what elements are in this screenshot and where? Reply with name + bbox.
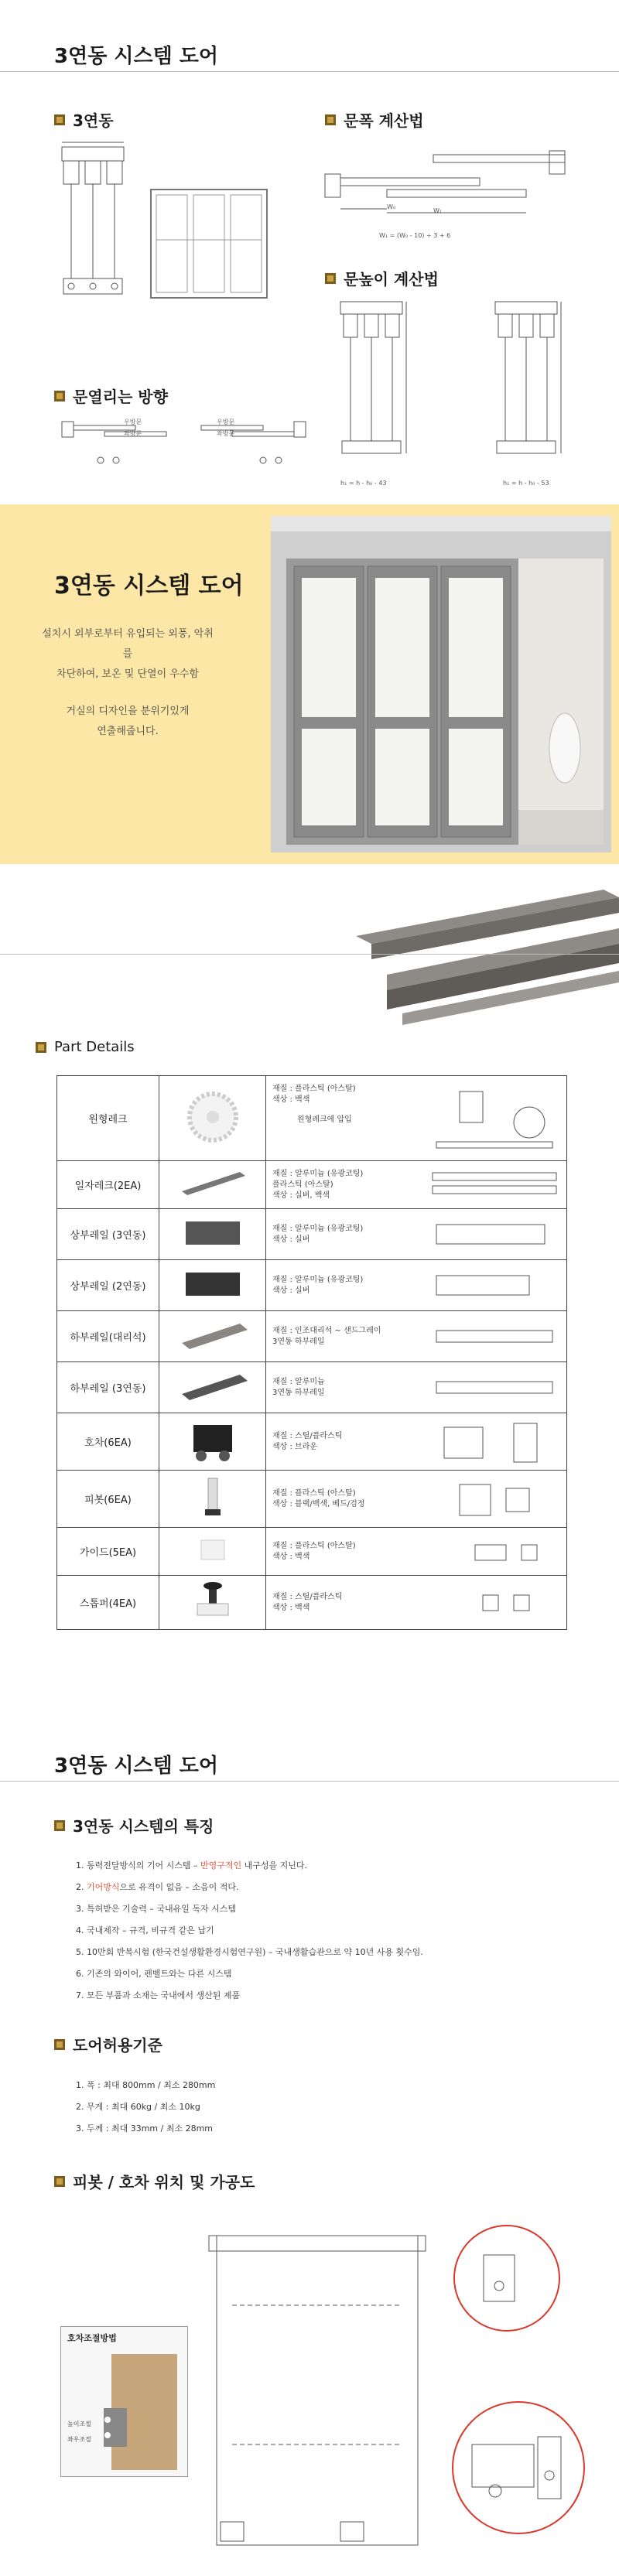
tolerance-item: 3. 두께 : 최대 33mm / 최소 28mm bbox=[76, 2123, 213, 2134]
table-row bbox=[57, 1362, 567, 1413]
bullet-square-icon bbox=[54, 114, 65, 125]
part-spec bbox=[266, 1209, 567, 1260]
part-name: 스톱퍼(4EA) bbox=[57, 1576, 159, 1630]
hero-line-2: 차단하여, 보온 및 단열이 우수함 bbox=[56, 668, 199, 680]
part-image bbox=[159, 1209, 266, 1260]
spec-line: 색상 : 실버 bbox=[272, 1235, 310, 1244]
section-height-calc bbox=[325, 267, 439, 289]
dir-label-2: 좌방문 bbox=[124, 430, 142, 437]
hero-line-4: 연출해줍니다. bbox=[97, 726, 159, 737]
spec-line: 재질 : 플라스틱 (아스탈) bbox=[272, 1085, 356, 1093]
spec-line: 색상 : 백색 bbox=[272, 1552, 310, 1561]
roller-drawing bbox=[429, 1420, 560, 1466]
inset-label-height: 높이조절 bbox=[67, 2421, 91, 2427]
lower-rail-marble-drawing bbox=[429, 1323, 560, 1354]
table-row bbox=[57, 1209, 567, 1260]
features-heading bbox=[54, 1814, 214, 1836]
pivot-drawing bbox=[429, 1477, 560, 1523]
upper-rail-3-icon bbox=[174, 1214, 251, 1252]
door-frame-drawing bbox=[147, 186, 271, 302]
lower-rail-3-icon bbox=[174, 1367, 251, 1406]
tolerance-heading bbox=[54, 2033, 162, 2055]
bullet-square-icon bbox=[54, 2176, 65, 2187]
part-image bbox=[159, 1528, 266, 1576]
upper-rail-2-icon bbox=[174, 1265, 251, 1303]
pivot-heading-label: 피봇 / 호차 위치 및 가공도 bbox=[73, 2173, 255, 2192]
hero-title: 3연동 시스템 도어 bbox=[54, 572, 244, 600]
section-3yeondong bbox=[54, 108, 114, 131]
table-row bbox=[57, 1471, 567, 1528]
hero-line-1: 설치시 외부로부터 유입되는 외풍, 악취를 bbox=[42, 628, 214, 660]
height-formula-a: h₁ = h - h₀ - 43 bbox=[340, 480, 387, 487]
height-calc-drawing-a bbox=[333, 294, 410, 464]
part-spec bbox=[266, 1076, 567, 1161]
height-calc-drawing-b bbox=[487, 294, 565, 464]
bullet-square-icon bbox=[54, 2039, 65, 2050]
dir-label-3: 우방문 bbox=[217, 419, 235, 425]
spec-line: 재질 : 알루미늄 (유광코팅) bbox=[272, 1275, 364, 1284]
roller-adjust-photo bbox=[65, 2346, 185, 2474]
roller-icon bbox=[174, 1417, 251, 1464]
spec-line: 색상 : 브라운 bbox=[272, 1442, 318, 1451]
hero-banner bbox=[0, 504, 619, 864]
part-image bbox=[159, 1576, 266, 1630]
section-opening-direction bbox=[54, 384, 168, 407]
features-heading-label: 3연동 시스템의 특징 bbox=[73, 1817, 214, 1836]
product-divider bbox=[0, 954, 619, 955]
spec-line: 재질 : 플라스틱 (아스탈) bbox=[272, 1488, 356, 1498]
spec-line: 재질 : 인조대리석 ~ 샌드그레이 bbox=[272, 1326, 381, 1335]
spec-line: 재질 : 알루미늄 (유광코팅) bbox=[272, 1224, 364, 1233]
part-name: 가이드(5EA) bbox=[57, 1528, 159, 1576]
part-image bbox=[159, 1260, 266, 1311]
door-mechanism-drawing bbox=[54, 139, 132, 302]
hero-text-b bbox=[39, 702, 217, 742]
gear-rack-icon bbox=[178, 1086, 248, 1148]
section-opening-direction-label: 문열리는 방향 bbox=[73, 388, 168, 406]
guide-icon bbox=[174, 1531, 251, 1570]
page-title: 3연동 시스템 도어 bbox=[54, 45, 219, 68]
table-row bbox=[57, 1311, 567, 1362]
part-name: 일자레크(2EA) bbox=[57, 1161, 159, 1209]
rail-product-image bbox=[340, 890, 619, 1029]
guide-drawing bbox=[429, 1537, 560, 1568]
spec-line: 3연동 하부레일 bbox=[272, 1388, 325, 1397]
spec-line: 색상 : 백색 bbox=[272, 1095, 310, 1104]
part-details-label: Part Details bbox=[54, 1039, 135, 1055]
height-formula-b: h₁ = h - h₀ - 53 bbox=[503, 480, 549, 487]
part-spec bbox=[266, 1471, 567, 1528]
spec-line: 3연동 하부레일 bbox=[272, 1337, 325, 1346]
gear-drawing bbox=[429, 1088, 560, 1153]
part-image bbox=[159, 1161, 266, 1209]
title-divider bbox=[0, 71, 619, 72]
spec-line: 색상 : 실버 bbox=[272, 1286, 310, 1295]
part-spec bbox=[266, 1576, 567, 1630]
table-row bbox=[57, 1413, 567, 1471]
spec-line: 재질 : 스틸/플라스틱 bbox=[272, 1431, 343, 1440]
upper-rail-3-drawing bbox=[429, 1217, 560, 1252]
pivot-heading bbox=[54, 2170, 255, 2192]
table-row bbox=[57, 1161, 567, 1209]
part-name: 하부레일(대리석) bbox=[57, 1311, 159, 1362]
part-spec bbox=[266, 1528, 567, 1576]
table-row bbox=[57, 1576, 567, 1630]
section-width-calc bbox=[325, 108, 424, 131]
part-image bbox=[159, 1311, 266, 1362]
part-details-heading bbox=[36, 1039, 135, 1055]
spec-line: 재질 : 스틸/플라스틱 bbox=[272, 1592, 343, 1601]
part-image bbox=[159, 1471, 266, 1528]
hero-text-a bbox=[39, 624, 217, 685]
part-name: 호차(6EA) bbox=[57, 1413, 159, 1471]
page-title-bottom: 3연동 시스템 도어 bbox=[54, 1754, 219, 1778]
part-spec bbox=[266, 1311, 567, 1362]
bullet-square-icon bbox=[325, 273, 336, 284]
part-details-table bbox=[56, 1075, 567, 1630]
part-image bbox=[159, 1413, 266, 1471]
table-row bbox=[57, 1260, 567, 1311]
part-name: 피봇(6EA) bbox=[57, 1471, 159, 1528]
spec-line: 재질 : 알루미늄 (유광코팅) bbox=[272, 1169, 364, 1178]
spec-line: 색상 : 블랙/백색, 베드/검정 bbox=[272, 1499, 365, 1508]
section-width-calc-label: 문폭 계산법 bbox=[344, 111, 424, 130]
tolerance-item: 1. 폭 : 최대 800mm / 최소 280mm bbox=[76, 2080, 216, 2090]
section-height-calc-label: 문높이 계산법 bbox=[344, 270, 439, 289]
stopper-icon bbox=[174, 1578, 251, 1625]
part-spec bbox=[266, 1413, 567, 1471]
part-name: 상부레일 (3연동) bbox=[57, 1209, 159, 1260]
section-3yeondong-label: 3연동 bbox=[73, 111, 114, 130]
title-divider-bottom bbox=[0, 1781, 619, 1782]
door-photo bbox=[271, 516, 611, 852]
spec-line: 색상 : 실버, 백색 bbox=[272, 1191, 330, 1200]
straight-rack-icon bbox=[174, 1168, 251, 1199]
stopper-drawing bbox=[429, 1587, 560, 1618]
pivot-icon bbox=[174, 1474, 251, 1521]
feature-item: 3. 특허받은 기술력 – 국내유일 독자 시스템 bbox=[76, 1904, 236, 1914]
bullet-square-icon bbox=[36, 1042, 46, 1053]
width-calc-drawing bbox=[317, 147, 573, 232]
table-row bbox=[57, 1076, 567, 1161]
lower-rail-3-drawing bbox=[429, 1374, 560, 1405]
bullet-square-icon bbox=[54, 1820, 65, 1831]
feature-item: 2. 기어방식으로 유격이 없음 – 소음이 적다. bbox=[76, 1882, 239, 1892]
part-spec bbox=[266, 1260, 567, 1311]
dir-label-4: 좌방문 bbox=[217, 430, 235, 437]
table-row bbox=[57, 1528, 567, 1576]
part-spec bbox=[266, 1161, 567, 1209]
spec-line: 재질 : 알루미늄 bbox=[272, 1377, 325, 1386]
lower-rail-marble-icon bbox=[174, 1316, 251, 1355]
rack-drawing bbox=[429, 1169, 560, 1200]
part-name: 상부레일 (2연동) bbox=[57, 1260, 159, 1311]
feature-item: 7. 모든 부품과 소재는 국내에서 생산된 제품 bbox=[76, 1990, 241, 2000]
part-name: 원형레크 bbox=[57, 1076, 159, 1161]
spec-line: 재질 : 플라스틱 (아스탈) bbox=[272, 1541, 356, 1550]
width-label-w0: W₀ bbox=[387, 203, 396, 210]
spec-note: 원형레크에 압입 bbox=[297, 1115, 352, 1124]
part-image bbox=[159, 1362, 266, 1413]
spec-line: 색상 : 백색 bbox=[272, 1603, 310, 1612]
inset-label-side: 좌우조절 bbox=[67, 2436, 91, 2443]
roller-adjust-inset bbox=[60, 2326, 188, 2477]
bullet-square-icon bbox=[325, 114, 336, 125]
hero-line-3: 거실의 디자인을 분위기있게 bbox=[66, 705, 190, 717]
spec-line: 플라스틱 (아스탈) bbox=[272, 1180, 333, 1189]
dir-label-1: 우방문 bbox=[124, 419, 142, 425]
width-formula: W₁ = (W₀ - 10) ÷ 3 + 6 bbox=[379, 232, 451, 239]
part-name: 하부레일 (3연동) bbox=[57, 1362, 159, 1413]
feature-item: 6. 기존의 와이어, 펜벨트와는 다른 시스템 bbox=[76, 1969, 232, 1979]
tolerance-item: 2. 무게 : 최대 60kg / 최소 10kg bbox=[76, 2102, 200, 2112]
width-label-w1: W₁ bbox=[433, 207, 443, 214]
feature-item: 5. 10만회 반복시험 (한국건설생활환경시험연구원) – 국내생활습관으로 약 10년 사용 횟수임. bbox=[76, 1947, 423, 1957]
bullet-square-icon bbox=[54, 391, 65, 401]
feature-item: 1. 동력전달방식의 기어 시스템 – 반영구적인 내구성을 지닌다. bbox=[76, 1860, 308, 1871]
feature-item: 4. 국내제작 – 규격, 비규격 같은 납기 bbox=[76, 1925, 214, 1935]
part-image bbox=[159, 1076, 266, 1161]
opening-direction-drawing bbox=[58, 418, 321, 472]
part-spec bbox=[266, 1362, 567, 1413]
tolerance-heading-label: 도어허용기준 bbox=[73, 2036, 162, 2055]
upper-rail-2-drawing bbox=[429, 1268, 560, 1303]
inset-title: 호차조절방법 bbox=[67, 2333, 117, 2343]
